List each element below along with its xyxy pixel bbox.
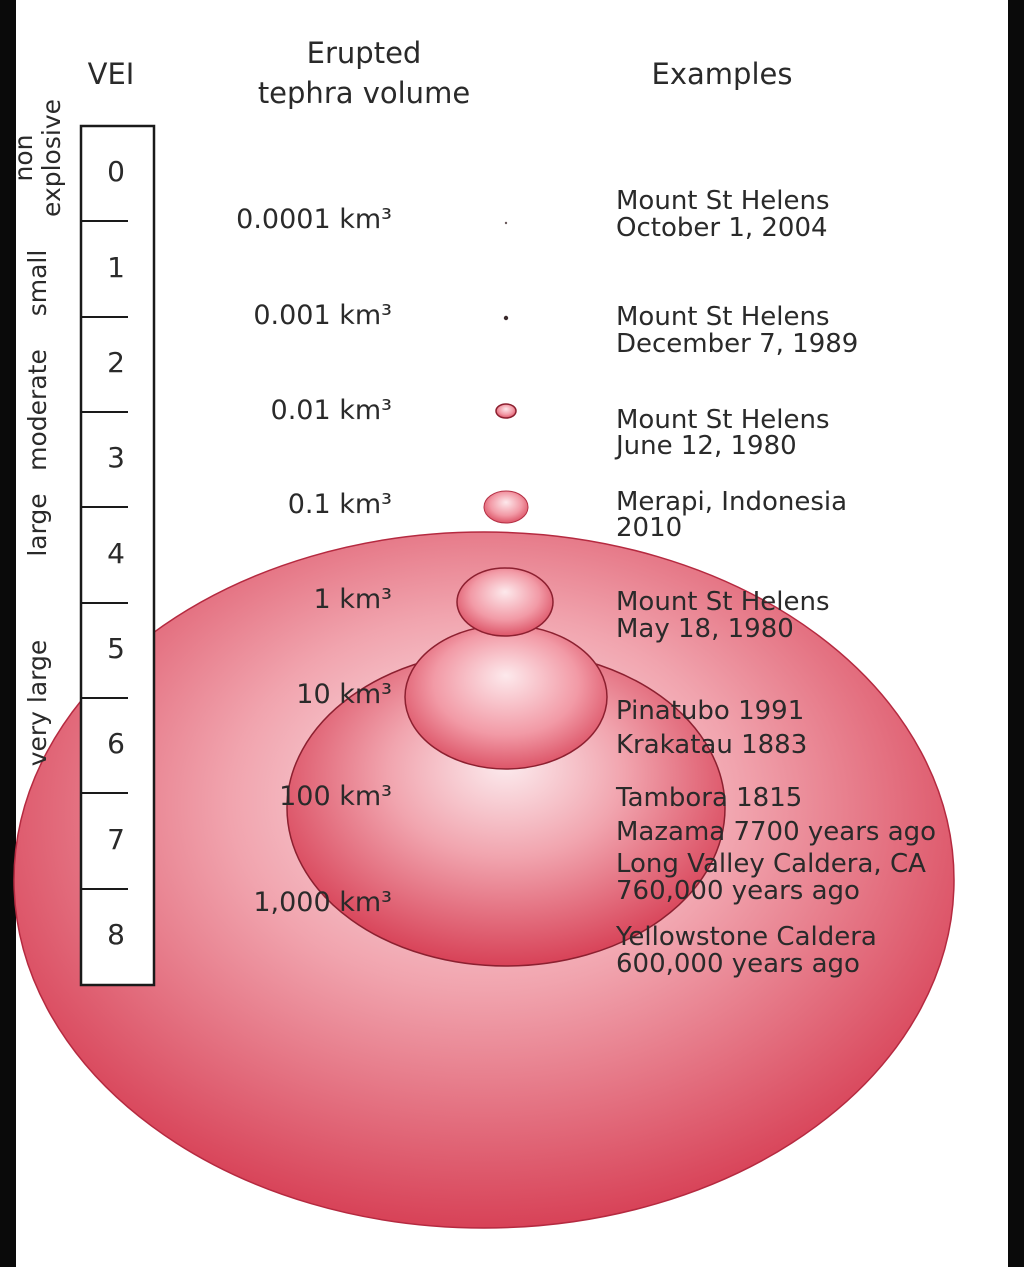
volume-header-line1: Erupted bbox=[306, 36, 422, 70]
category-non-explosive-line2: explosive bbox=[37, 99, 66, 217]
sphere-vei-3 bbox=[496, 404, 516, 418]
example-line: Tambora 1815 bbox=[616, 783, 803, 813]
example-line: Mount St Helens bbox=[616, 186, 830, 216]
example-line: Mazama 7700 years ago bbox=[616, 817, 937, 847]
explosivity-categories bbox=[9, 99, 66, 766]
category-non-explosive-line1: non bbox=[9, 134, 38, 182]
volume-label: 1,000 km³ bbox=[253, 887, 392, 918]
example-line: December 7, 1989 bbox=[616, 329, 859, 359]
example-line: Long Valley Caldera, CA bbox=[616, 849, 926, 879]
examples-header: Examples bbox=[651, 57, 793, 91]
vei-level-2: 2 bbox=[107, 346, 125, 379]
vei-header: VEI bbox=[87, 57, 135, 91]
vei-level-0: 0 bbox=[107, 155, 125, 188]
vei-level-8: 8 bbox=[107, 918, 125, 951]
example-line: Mount St Helens bbox=[616, 587, 830, 617]
example-line: Mount St Helens bbox=[616, 405, 830, 435]
example-line: Mount St Helens bbox=[616, 302, 830, 332]
volume-label: 100 km³ bbox=[279, 781, 392, 812]
sphere-vei-4 bbox=[484, 491, 528, 523]
vei-level-6: 6 bbox=[107, 727, 125, 760]
example-line: Pinatubo 1991 bbox=[616, 696, 805, 726]
category-small: small bbox=[23, 249, 52, 317]
example-line: 2010 bbox=[616, 513, 683, 543]
category-moderate: moderate bbox=[23, 349, 52, 471]
example-line: Merapi, Indonesia bbox=[616, 487, 848, 517]
example-line: June 12, 1980 bbox=[616, 431, 797, 461]
example-line: May 18, 1980 bbox=[616, 614, 794, 644]
vei-level-4: 4 bbox=[107, 537, 125, 570]
sphere-vei-1 bbox=[505, 222, 507, 224]
sphere-vei-5 bbox=[457, 568, 553, 636]
vei-scale bbox=[81, 126, 154, 985]
example-line: Yellowstone Caldera bbox=[616, 922, 877, 952]
volume-label: 0.001 km³ bbox=[253, 300, 392, 331]
volume-header-line2: tephra volume bbox=[257, 76, 471, 110]
example-line: 760,000 years ago bbox=[616, 876, 860, 906]
example-line: October 1, 2004 bbox=[616, 213, 828, 243]
category-large: large bbox=[23, 493, 52, 557]
vei-level-7: 7 bbox=[107, 823, 125, 856]
volume-label: 0.0001 km³ bbox=[236, 204, 392, 235]
volume-label: 0.01 km³ bbox=[270, 395, 392, 426]
example-line: Krakatau 1883 bbox=[616, 730, 808, 760]
volume-label: 0.1 km³ bbox=[287, 489, 392, 520]
sphere-vei-2 bbox=[504, 316, 508, 320]
category-very-large: very large bbox=[23, 639, 52, 767]
vei-level-3: 3 bbox=[107, 441, 125, 474]
volume-label: 10 km³ bbox=[296, 679, 392, 710]
vei-level-1: 1 bbox=[107, 251, 125, 284]
vei-level-5: 5 bbox=[107, 632, 125, 665]
sphere-vei-6 bbox=[405, 625, 607, 769]
volume-label: 1 km³ bbox=[313, 584, 392, 615]
example-line: 600,000 years ago bbox=[616, 949, 860, 979]
